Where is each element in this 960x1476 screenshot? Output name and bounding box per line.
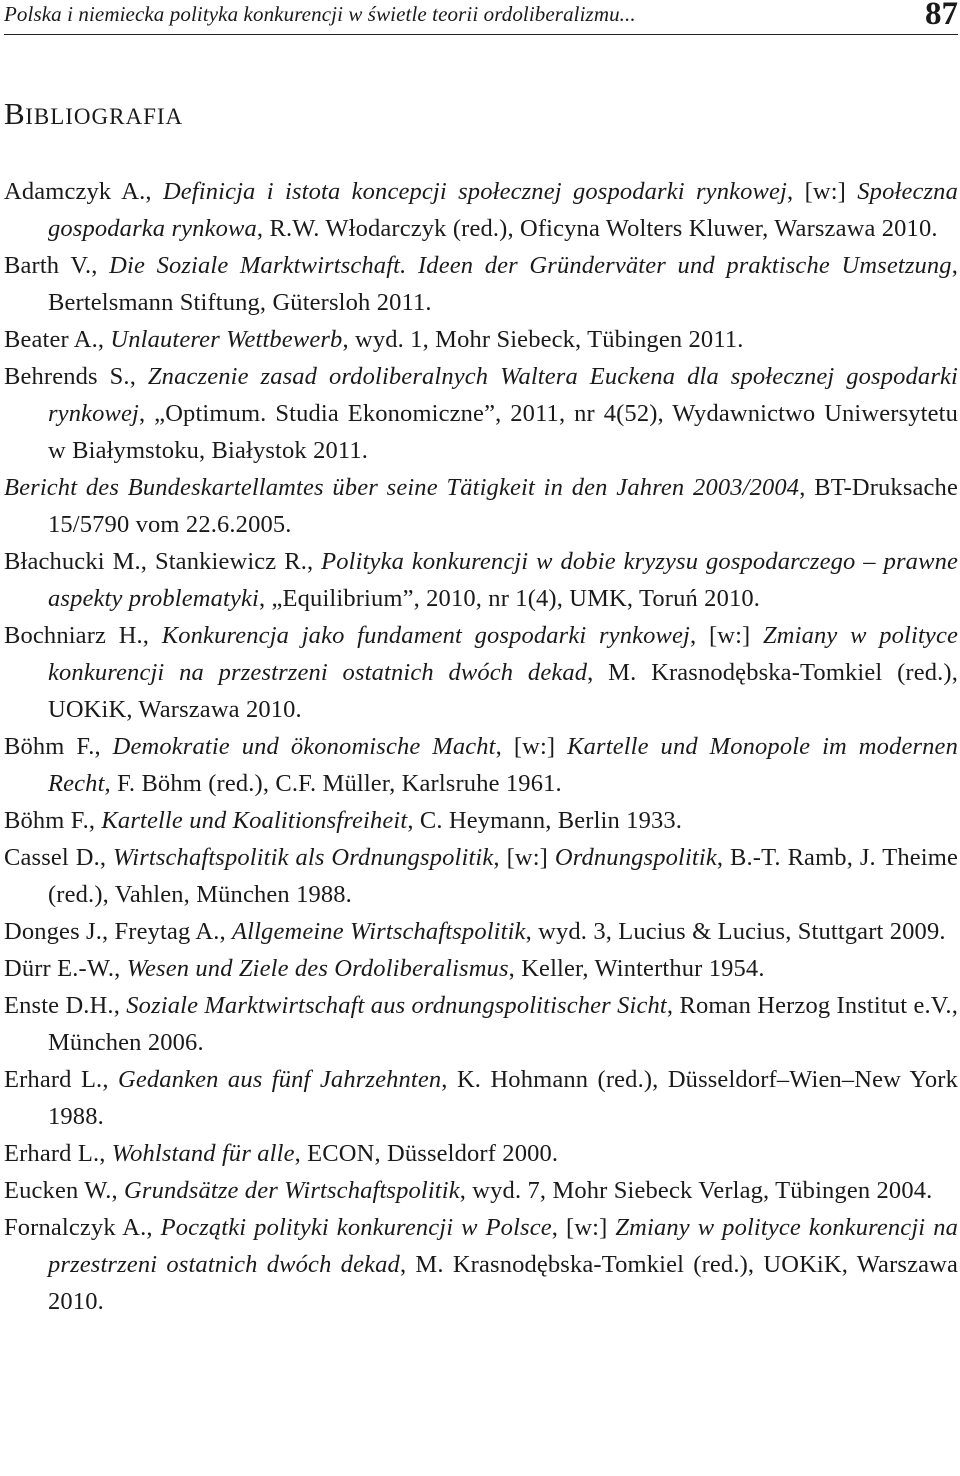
entry-text-segment: , „Optimum. Studia Ekonomiczne”, 2011, nr 4(52), Wydawnictwo Uniwersytetu w Białymstoku, Białystok 2011. (48, 400, 958, 464)
entry-title-segment: Zmiany w polityce konkurencji na przestrzeni ostatnich dwóch dekad (48, 1214, 958, 1278)
entry-title-segment: Bericht des Bundeskartellamtes über seine Tätigkeit in den Jahren 2003/2004 (4, 474, 800, 501)
bibliography-entry (4, 1172, 958, 1209)
bibliography-entry (4, 1135, 958, 1172)
entry-text-segment: , Keller, Winterthur 1954. (508, 955, 765, 982)
entry-text-segment: , [w:] (495, 733, 568, 760)
entry-text-segment: Böhm F., (4, 733, 113, 760)
entry-text-segment: , wyd. 7, Mohr Siebeck Verlag, Tübingen 2004. (459, 1177, 933, 1204)
entry-title-segment: Unlauterer Wettbewerb (110, 326, 343, 353)
entry-text-segment: , C. Heymann, Berlin 1933. (407, 807, 683, 834)
entry-text-segment: Behrends S., (4, 363, 148, 390)
entry-text-segment: Dürr E.-W., (4, 955, 127, 982)
entry-text-segment: Erhard L., (4, 1066, 119, 1093)
entry-text-segment: Erhard L., (4, 1140, 112, 1167)
bibliography-entry (4, 358, 958, 469)
entry-text-segment: Enste D.H., (4, 992, 127, 1019)
entry-text-segment: Fornalczyk A., (4, 1214, 161, 1241)
entry-text-segment: , ECON, Düsseldorf 2000. (294, 1140, 559, 1167)
entry-title-segment: Die Soziale Marktwirtschaft. Ideen der Gründerväter und praktische Umsetzung (109, 252, 952, 279)
entry-text-segment: , [w:] (787, 178, 858, 205)
entry-text-segment: , M. Krasnodębska-Tomkiel (red.), UOKiK, Warszawa 2010. (48, 1251, 958, 1315)
bibliography-entry (4, 617, 958, 728)
bibliography-entry (4, 802, 958, 839)
entry-text-segment: , [w:] (493, 844, 555, 871)
bibliography-list (4, 173, 958, 1320)
entry-text-segment: , Roman Herzog Institut e.V., München 2006. (48, 992, 958, 1056)
bibliography-entry (4, 543, 958, 617)
entry-text-segment: Donges J., Freytag A., (4, 918, 233, 945)
entry-text-segment: , F. Böhm (red.), C.F. Müller, Karlsruhe 1961. (104, 770, 562, 797)
entry-text-segment: Bochniarz H., (4, 622, 162, 649)
entry-text-segment: , „Equilibrium”, 2010, nr 1(4), UMK, Toruń 2010. (258, 585, 761, 612)
entry-text-segment: , wyd. 1, Mohr Siebeck, Tübingen 2011. (342, 326, 744, 353)
entry-title-segment: Demokratie und ökonomische Macht (112, 733, 496, 760)
entry-title-segment: Gedanken aus fünf Jahrzehnten (118, 1066, 442, 1093)
entry-text-segment: Böhm F., (4, 807, 102, 834)
entry-title-segment: Znaczenie zasad ordoliberalnych Waltera Euckena dla społecznej gospodarki rynkowej (48, 363, 958, 427)
entry-title-segment: Kartelle und Koalitionsfreiheit (101, 807, 408, 834)
bibliography-entry (4, 247, 958, 321)
bibliography-entry (4, 913, 958, 950)
entry-text-segment: , B.-T. Ramb, J. Theime (red.), Vahlen, München 1988. (48, 844, 958, 908)
entry-text-segment: , R.W. Włodarczyk (red.), Oficyna Wolters Kluwer, Warszawa 2010. (256, 215, 938, 242)
bibliography-entry (4, 839, 958, 913)
section-title-rest: IBLIOGRAFIA (25, 104, 184, 129)
entry-text-segment: Beater A., (4, 326, 111, 353)
bibliography-entry (4, 469, 958, 543)
entry-title-segment: Soziale Marktwirtschaft aus ordnungspolitischer Sicht (126, 992, 667, 1019)
entry-title-segment: Początki polityki konkurencji w Polsce (160, 1214, 552, 1241)
entry-title-segment: Grundsätze der Wirtschaftspolitik (124, 1177, 460, 1204)
entry-title-segment: Polityka konkurencji w dobie kryzysu gospodarczego – prawne aspekty problematyki (48, 548, 958, 612)
running-header (4, 0, 958, 35)
entry-text-segment: Barth V., (4, 252, 110, 279)
bibliography-entry (4, 728, 958, 802)
bibliography-entry (4, 987, 958, 1061)
bibliography-entry (4, 173, 958, 247)
entry-title-segment: Wohlstand für alle (111, 1140, 295, 1167)
running-title: Polska i niemiecka polityka konkurencji w świetle teorii ordoliberalizmu... (4, 2, 636, 26)
section-title (4, 96, 183, 132)
bibliography-entry (4, 950, 958, 987)
section-title-initial: B (4, 96, 26, 131)
bibliography-entry (4, 1061, 958, 1135)
entry-title-segment: Allgemeine Wirtschaftspolitik (232, 918, 526, 945)
entry-text-segment: , [w:] (690, 622, 764, 649)
entry-text-segment: , Bertelsmann Stiftung, Gütersloh 2011. (48, 252, 958, 316)
entry-title-segment: Zmiany w polityce konkurencji na przestrzeni ostatnich dwóch dekad (48, 622, 958, 686)
entry-text-segment: , wyd. 3, Lucius & Lucius, Stuttgart 2009. (525, 918, 946, 945)
page-number: 87 (925, 0, 958, 32)
entry-text-segment: , M. Krasnodębska-Tomkiel (red.), UOKiK, Warszawa 2010. (48, 659, 958, 723)
bibliography-entry (4, 321, 958, 358)
bibliography-entry (4, 1209, 958, 1320)
entry-text-segment: Błachucki M., Stankiewicz R., (4, 548, 322, 575)
entry-text-segment: , [w:] (551, 1214, 616, 1241)
entry-text-segment: , BT-Druksache 15/5790 vom 22.6.2005. (48, 474, 958, 538)
entry-text-segment: Cassel D., (4, 844, 114, 871)
entry-title-segment: Konkurencja jako fundament gospodarki rynkowej (161, 622, 691, 649)
entry-text-segment: Adamczyk A., (4, 178, 163, 205)
entry-text-segment: , K. Hohmann (red.), Düsseldorf–Wien–New York 1988. (48, 1066, 958, 1130)
entry-title-segment: Społeczna gospodarka rynkowa (48, 178, 958, 242)
entry-title-segment: Kartelle und Monopole im modernen Recht (48, 733, 958, 797)
entry-title-segment: Definicja i istota koncepcji społecznej gospodarki rynkowej (162, 178, 788, 205)
entry-title-segment: Wesen und Ziele des Ordoliberalismus (126, 955, 509, 982)
entry-title-segment: Ordnungspolitik (554, 844, 717, 871)
entry-text-segment: Eucken W., (4, 1177, 125, 1204)
entry-title-segment: Wirtschaftspolitik als Ordnungspolitik (113, 844, 494, 871)
